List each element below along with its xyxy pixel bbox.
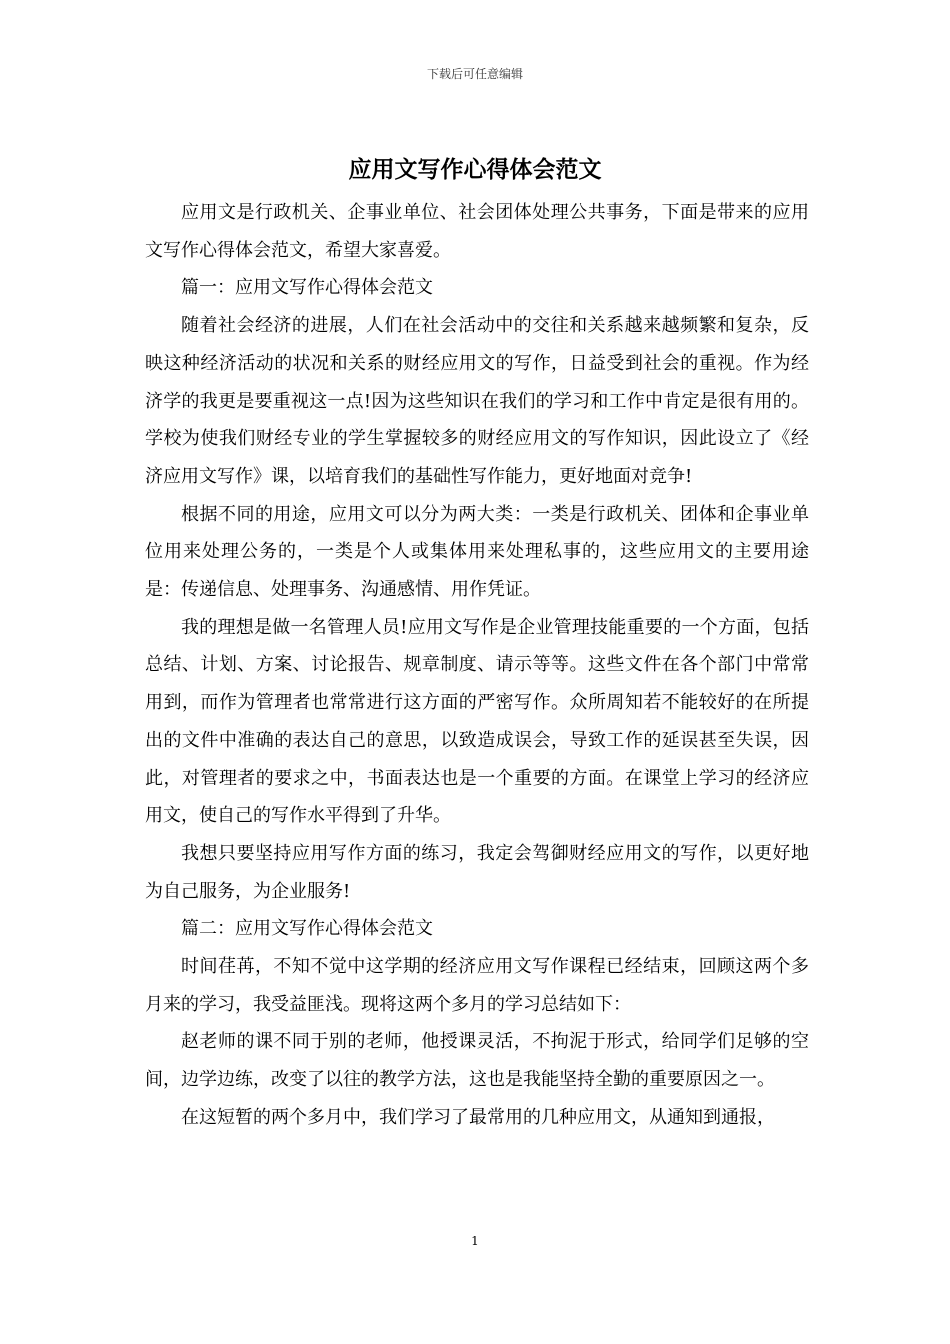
page-header-note: 下载后可任意编辑 [426,67,523,81]
page-number: 1 [471,1234,479,1248]
section-heading-1: 篇一：应用文写作心得体会范文 [181,277,433,299]
paragraph: 我的理想是做一名管理人员!应用文写作是企业管理技能重要的一个方面，包括总结、计划、方案、讨论报告、规章制度、请示等等。这些文件在各个部门中常常用到，而作为管理者也常常进行这方面的严密写作。众所周知若不能较好的在所提出的文件中准确的表达自己的意思，以致造成误会，导致工作的延误甚至失误，因此，对管理者的要求之中，书面表达也是一个重要的方面。在课堂上学习的经济应用文，使自己的写作水平得到了升华。 [145,616,809,827]
paragraph: 我想只要坚持应用写作方面的练习，我定会驾御财经应用文的写作，以更好地为自己服务，为企业服务! [145,842,809,902]
paragraph: 在这短暂的两个多月中，我们学习了最常用的几种应用文，从通知到通报， [181,1106,775,1128]
section-heading-2: 篇二：应用文写作心得体会范文 [181,918,433,940]
paragraph: 时间荏苒，不知不觉中这学期的经济应用文写作课程已经结束，回顾这两个多月来的学习，我受益匪浅。现将这两个多月的学习总结如下： [145,956,809,1015]
document-body [145,194,809,1137]
paragraph: 根据不同的用途，应用文可以分为两大类：一类是行政机关、团体和企事业单位用来处理公务的，一类是个人或集体用来处理私事的，这些应用文的主要用途是：传递信息、处理事务、沟通感情、用作凭证。 [145,503,809,601]
paragraph-intro: 应用文是行政机关、企事业单位、社会团体处理公共事务，下面是带来的应用文写作心得体会范文，希望大家喜爱。 [145,202,809,261]
document-title: 应用文写作心得体会范文 [348,156,602,183]
paragraph: 赵老师的课不同于别的老师，他授课灵活，不拘泥于形式，给同学们足够的空间，边学边练，改变了以往的教学方法，这也是我能坚持全勤的重要原因之一。 [145,1031,809,1091]
paragraph: 随着社会经济的进展，人们在社会活动中的交往和关系越来越频繁和复杂，反映这种经济活动的状况和关系的财经应用文的写作，日益受到社会的重视。作为经济学的我更是要重视这一点!因为这些知识在我们的学习和工作中肯定是很有用的。学校为使我们财经专业的学生掌握较多的财经应用文的写作知识，因此设立了《经济应用文写作》课，以培育我们的基础性写作能力，更好地面对竞争! [145,315,809,487]
